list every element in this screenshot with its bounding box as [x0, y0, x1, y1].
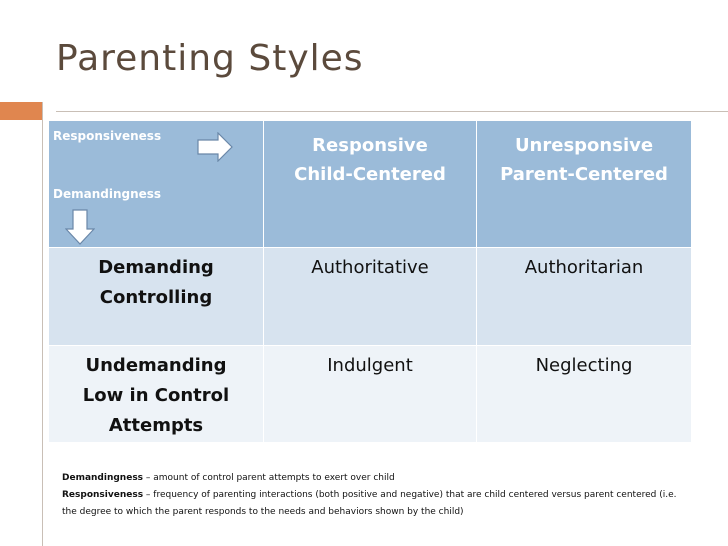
page-title: Parenting Styles — [56, 38, 364, 79]
arrow-down-icon — [65, 209, 95, 245]
accent-box — [0, 102, 42, 120]
header-responsive-line1: Responsive — [312, 135, 428, 156]
cell-value: Authoritarian — [524, 257, 644, 278]
row-label-line: Low in Control — [82, 385, 230, 406]
row-label-line: Demanding — [98, 257, 214, 278]
row-label-line: Undemanding — [85, 355, 227, 376]
demandingness-label: Demandingness — [53, 187, 162, 201]
table-header-row — [49, 121, 692, 248]
header-unresponsive — [477, 121, 692, 248]
header-responsive — [264, 121, 477, 248]
demandingness-term: Demandingness — [62, 473, 144, 483]
cell-value: Indulgent — [327, 355, 413, 376]
cell-indulgent — [264, 346, 477, 443]
row-label-line: Attempts — [108, 415, 204, 436]
cell-value: Authoritative — [311, 257, 429, 278]
parenting-styles-table — [48, 120, 692, 443]
left-divider — [42, 102, 43, 546]
title-divider — [56, 111, 728, 112]
cell-authoritative — [264, 248, 477, 346]
definitions-footnote — [62, 470, 692, 521]
table-row — [49, 248, 692, 346]
responsiveness-term: Responsiveness — [62, 490, 144, 500]
header-unresponsive-line1: Unresponsive — [514, 135, 654, 156]
row-label-line: Controlling — [99, 287, 213, 308]
responsiveness-label: Responsiveness — [53, 129, 162, 143]
cell-authoritarian — [477, 248, 692, 346]
responsiveness-definition — [62, 487, 692, 521]
demandingness-text: – amount of control parent attempts to exert over child — [143, 473, 395, 483]
demandingness-definition — [62, 470, 692, 487]
responsiveness-text: – frequency of parenting interactions (both positive and negative) that are child centered versus parent centered (i.e. the degree to which the parent responds to the needs and behaviors shown by the child) — [62, 490, 677, 517]
row-label-undemanding — [49, 346, 264, 443]
header-unresponsive-line2: Parent-Centered — [500, 164, 668, 185]
row-label-demanding — [49, 248, 264, 346]
arrow-right-icon — [197, 132, 233, 162]
cell-neglecting — [477, 346, 692, 443]
corner-cell — [49, 121, 264, 248]
table-row — [49, 346, 692, 443]
header-responsive-line2: Child-Centered — [294, 164, 446, 185]
cell-value: Neglecting — [535, 355, 633, 376]
